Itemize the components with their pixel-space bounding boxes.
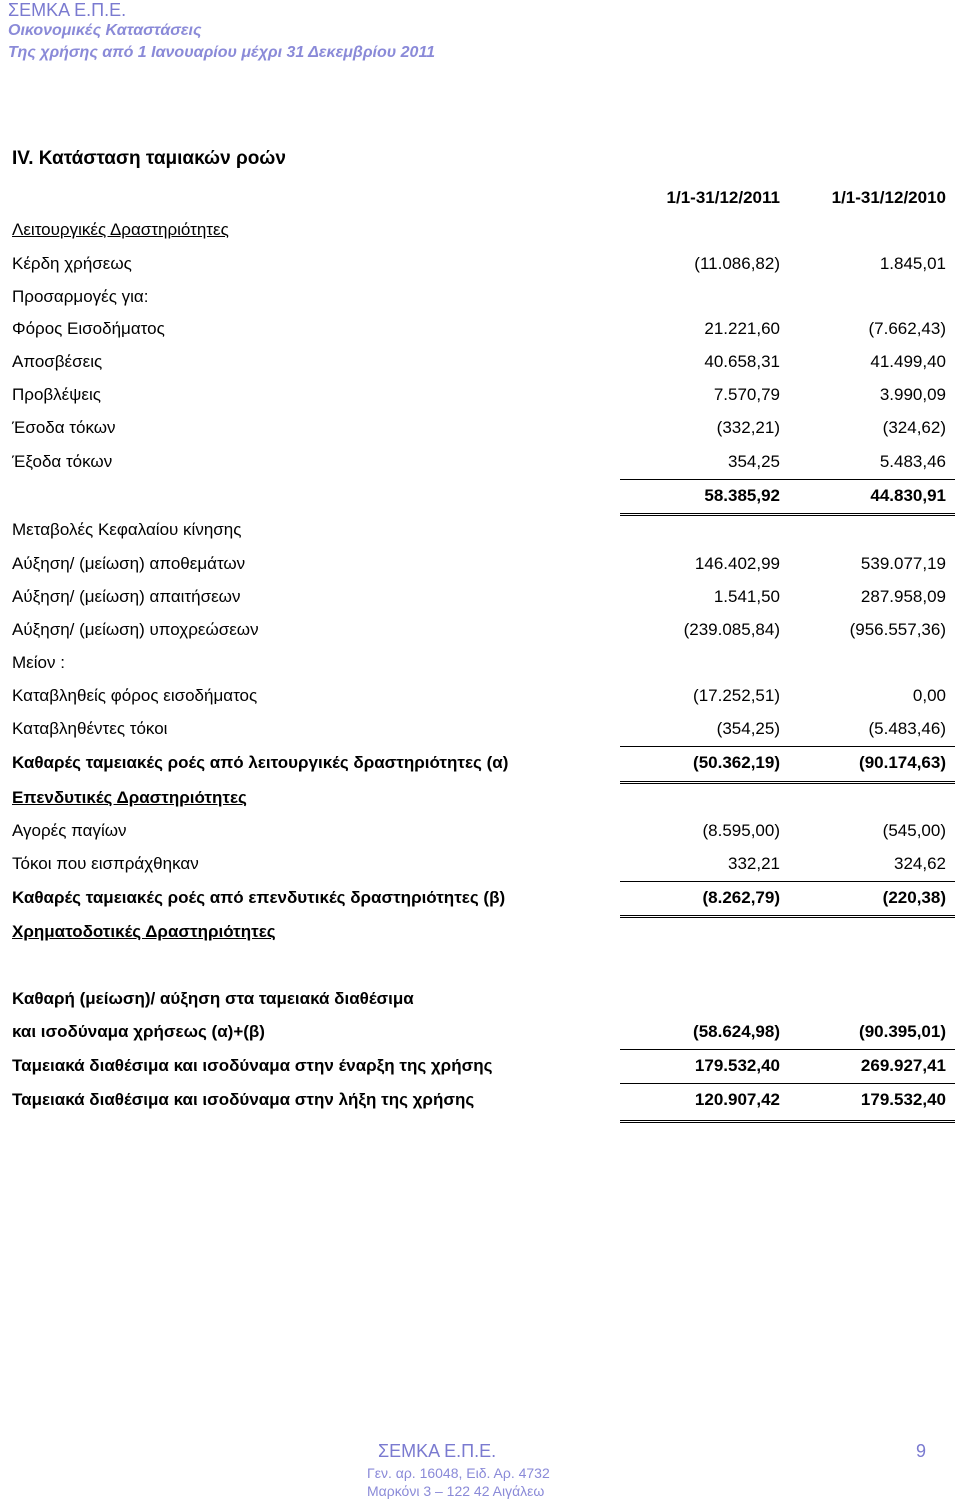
row-value-2011: (8.595,00) [702,821,780,840]
table-row-total [0,1056,960,1082]
column-header-2010: 1/1-31/12/2010 [831,188,946,207]
row-value-2010: 1.845,01 [879,254,946,273]
row-label: και ισοδύναμα χρήσεως (α)+(β) [12,1022,265,1041]
row-label: Αύξηση/ (μείωση) αποθεμάτων [12,554,246,573]
row-value-2010: 269.927,41 [860,1056,946,1075]
total-double-rule [620,1120,955,1123]
table-row [0,385,960,411]
row-value-2010: (5.483,46) [868,719,946,738]
row-value-2011: 120.907,42 [694,1090,780,1109]
table-row [0,788,960,814]
row-value-2010: 44.830,91 [870,486,946,505]
row-label: Επενδυτικές Δραστηριότητες [12,788,247,807]
row-label: Μεταβολές Κεφαλαίου κίνησης [12,520,242,539]
header-company: ΣΕΜΚΑ Ε.Π.Ε. [8,0,127,20]
section-title: IV. Κατάσταση ταμιακών ροών [12,148,286,169]
row-value-2010: (324,62) [882,418,946,437]
total-rule [620,881,955,882]
header-period: Της χρήσης από 1 Ιανουαρίου μέχρι 31 Δεκεμβρίου 2011 [8,44,436,61]
page-number: 9 [916,1441,927,1461]
row-value-2011: (50.362,19) [693,753,780,772]
row-label: Έσοδα τόκων [12,418,116,437]
total-rule [620,1049,955,1050]
table-row [0,319,960,345]
row-value-2010: (7.662,43) [868,319,946,338]
row-value-2010: (545,00) [882,821,946,840]
row-value-2010: 3.990,09 [879,385,946,404]
row-label: Καθαρές ταμειακές ροές από λειτουργικές δραστηριότητες (α) [12,753,509,772]
row-value-2010: 5.483,46 [879,452,946,471]
row-value-2010: 41.499,40 [870,352,946,371]
row-label: Καταβληθείς φόρος εισοδήματος [12,686,258,705]
row-label: Λειτουργικές Δραστηριότητες [12,220,229,239]
table-row [0,821,960,847]
row-label: Αύξηση/ (μείωση) απαιτήσεων [12,587,241,606]
row-value-2011: 21.221,60 [704,319,780,338]
row-value-2011: 354,25 [728,452,780,471]
row-value-2010: 179.532,40 [860,1090,946,1109]
row-label: Τόκοι που εισπράχθηκαν [12,854,199,873]
row-label: Χρηματοδοτικές Δραστηριότητες [12,922,276,941]
row-value-2010: (956.557,36) [849,620,946,639]
total-double-rule [620,781,955,784]
row-value-2011: (58.624,98) [693,1022,780,1041]
row-label: Καθαρή (μείωση)/ αύξηση στα ταμειακά διαθέσιμα [12,989,414,1008]
table-row [0,620,960,646]
footer-address: Μαρκόνι 3 – 122 42 Αιγάλεω [367,1483,545,1499]
row-value-2010: (90.174,63) [859,753,946,772]
row-value-2011: 58.385,92 [704,486,780,505]
table-row [0,587,960,613]
row-label: Κέρδη χρήσεως [12,254,132,273]
row-label: Αποσβέσεις [12,352,103,371]
row-value-2010: (90.395,01) [859,1022,946,1041]
total-double-rule [620,915,955,918]
total-rule [620,746,955,747]
row-value-2010: 287.958,09 [860,587,946,606]
subtotal-rule [620,479,955,480]
row-value-2011: (239.085,84) [683,620,780,639]
footer-company: ΣΕΜΚΑ Ε.Π.Ε. [378,1441,497,1461]
table-row [0,554,960,580]
row-value-2011: 40.658,31 [704,352,780,371]
row-label: Ταμειακά διαθέσιμα και ισοδύναμα στην λήξη της χρήσης [12,1090,475,1109]
table-row-subtotal [0,486,960,512]
footer-registration: Γεν. αρ. 16048, Ειδ. Αρ. 4732 [367,1465,550,1481]
header-subtitle: Οικονομικές Καταστάσεις [8,22,202,39]
row-label: Έξοδα τόκων [12,452,113,471]
row-label: Φόρος Εισοδήματος [12,319,165,338]
row-value-2010: (220,38) [882,888,946,907]
row-label: Αύξηση/ (μείωση) υποχρεώσεων [12,620,259,639]
row-value-2011: 179.532,40 [694,1056,780,1075]
row-value-2011: (332,21) [716,418,780,437]
row-value-2010: 324,62 [894,854,946,873]
row-label: Καταβληθέντες τόκοι [12,719,168,738]
row-label: Ταμειακά διαθέσιμα και ισοδύναμα στην έναρξη της χρήσης [12,1056,493,1075]
table-row [0,254,960,280]
table-row-total [0,1090,960,1116]
row-label: Αγορές παγίων [12,821,127,840]
table-row-total [0,888,960,914]
row-value-2011: (17.252,51) [693,686,780,705]
table-row [0,719,960,745]
row-value-2011: (11.086,82) [694,254,780,273]
table-row [0,220,960,246]
row-value-2011: (354,25) [716,719,780,738]
table-row-total [0,1022,960,1048]
subtotal-double-rule [620,513,955,516]
table-row [0,854,960,880]
row-value-2010: 539.077,19 [860,554,946,573]
table-row-total [0,753,960,779]
row-label: Καθαρές ταμειακές ροές από επενδυτικές δραστηριότητες (β) [12,888,506,907]
row-value-2011: 1.541,50 [713,587,780,606]
row-value-2011: 332,21 [728,854,780,873]
table-row [0,653,960,679]
row-value-2011: (8.262,79) [702,888,780,907]
row-label: Μείον : [12,653,65,672]
table-row [0,922,960,948]
row-value-2010: 0,00 [912,686,946,705]
column-header-2011: 1/1-31/12/2011 [666,188,780,207]
table-row [0,287,960,313]
row-label: Προβλέψεις [12,385,101,404]
row-value-2011: 146.402,99 [694,554,780,573]
total-rule [620,1083,955,1084]
table-row [0,989,960,1015]
row-value-2011: 7.570,79 [713,385,780,404]
table-row [0,352,960,378]
row-label: Προσαρμογές για: [12,287,149,306]
table-row [0,686,960,712]
table-row [0,452,960,478]
table-row [0,520,960,546]
table-row [0,418,960,444]
